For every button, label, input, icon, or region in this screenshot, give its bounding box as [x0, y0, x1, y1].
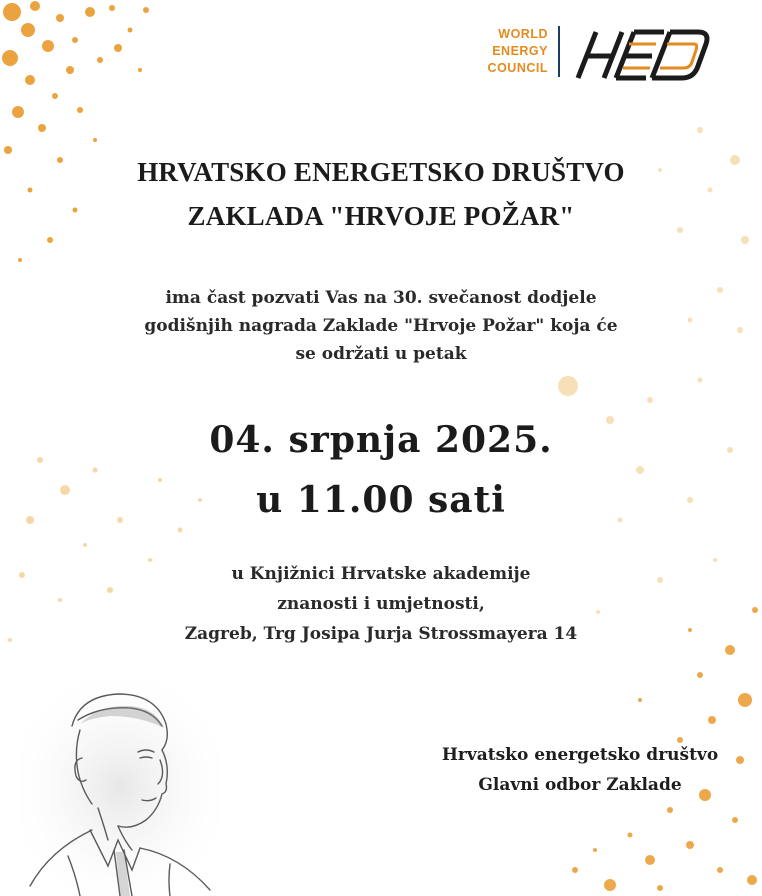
- signature-line-society: Hrvatsko energetsko društvo: [441, 745, 719, 765]
- event-time: u 11.00 sati: [256, 479, 506, 521]
- wec-logo-line: ENERGY: [492, 44, 548, 58]
- invitation-text: [0, 284, 762, 368]
- wec-logo-line: WORLD: [498, 27, 548, 41]
- organization-title: [0, 150, 762, 238]
- location-line: u Knjižnici Hrvatske akademije: [231, 564, 531, 584]
- world-energy-council-logo: [458, 26, 560, 77]
- title-line-foundation: ZAKLADA "HRVOJE POŽAR": [187, 201, 575, 231]
- intro-line: godišnjih nagrada Zaklade "Hrvoje Požar" koja će: [144, 316, 618, 336]
- title-line-society: HRVATSKO ENERGETSKO DRUŠTVO: [137, 157, 625, 187]
- wec-logo-line: COUNCIL: [487, 61, 548, 75]
- event-datetime: [0, 410, 762, 530]
- portrait-sketch: [20, 680, 220, 896]
- location-line: znanosti i umjetnosti,: [277, 594, 485, 614]
- signature-line-board: Glavni odbor Zaklade: [478, 775, 682, 795]
- location-line: Zagreb, Trg Josipa Jurja Strossmayera 14: [184, 624, 578, 644]
- intro-line: se održati u petak: [295, 344, 467, 364]
- event-location: [0, 559, 762, 649]
- signature-block: [420, 740, 740, 800]
- event-date: 04. srpnja 2025.: [209, 419, 553, 461]
- intro-line: ima čast pozvati Vas na 30. svečanost dodjele: [165, 288, 597, 308]
- hed-logo-icon: [572, 26, 716, 84]
